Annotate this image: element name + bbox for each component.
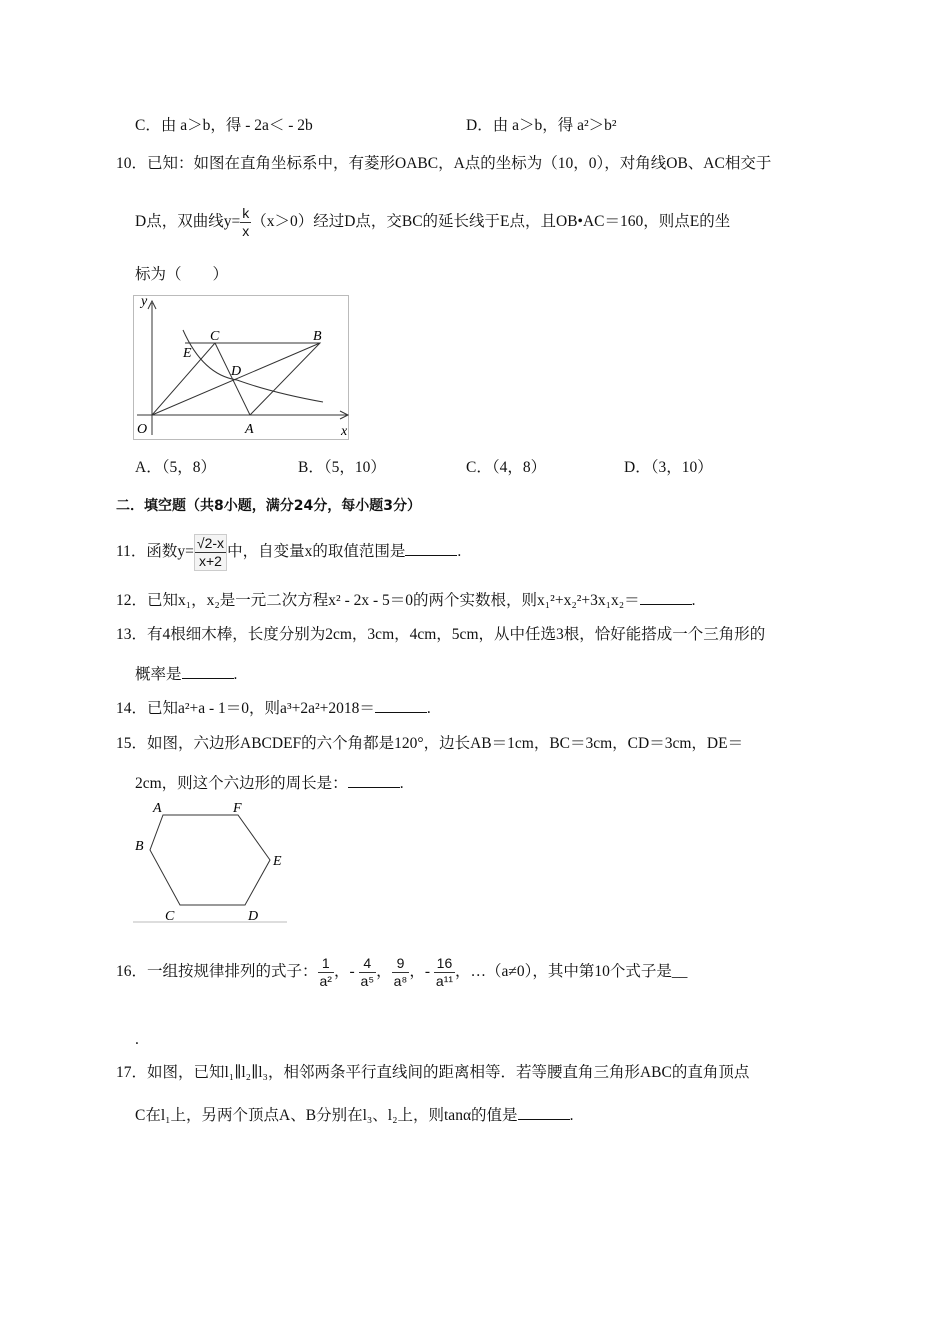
- label-x: x: [341, 424, 348, 439]
- q11-text: 11．函数y=: [116, 543, 194, 560]
- q16-text: ，…（a≠0），其中第10个式子是__: [455, 963, 688, 980]
- term-1: [318, 955, 334, 990]
- label-a: A: [153, 801, 162, 816]
- denominator: a⁸: [393, 972, 408, 989]
- numerator: 16: [434, 955, 455, 973]
- rhombus-coordinate-figure: [133, 295, 350, 441]
- sign: -: [349, 963, 359, 980]
- label-y: y: [141, 295, 148, 309]
- numerator: 9: [392, 955, 410, 973]
- denominator: x+2: [199, 552, 222, 569]
- q17-line2: [135, 1105, 573, 1126]
- q11-text: 中，自变量x的取值范围是: [227, 543, 406, 560]
- label-e: E: [183, 346, 192, 361]
- q10-text: D点，双曲线y=: [135, 213, 241, 230]
- hexagon-figure: [133, 798, 288, 924]
- numerator: 4: [359, 955, 377, 973]
- label-f: F: [233, 801, 242, 816]
- answer-blank[interactable]: [375, 698, 427, 713]
- q15-line2: [135, 773, 404, 794]
- q13-line1: 13．有4根细木棒，长度分别为2cm，3cm，4cm，5cm，从中任选3根，恰好能搭成一个三角形的: [116, 626, 766, 643]
- numerator: 1: [318, 955, 334, 973]
- period: .: [426, 700, 431, 717]
- q9-option-c: C．由 a＞b，得 - 2a＜ - 2b: [135, 117, 313, 134]
- denominator: x: [242, 222, 250, 239]
- period: .: [457, 543, 462, 560]
- label-c: C: [165, 909, 175, 924]
- section-heading: 二．填空题（共8小题，满分24分，每小题3分）: [116, 498, 421, 514]
- term-3: [392, 955, 410, 990]
- period: .: [233, 666, 238, 683]
- q10-line2: [135, 202, 730, 242]
- q10-line3: 标为（ ）: [135, 266, 229, 283]
- q11: [116, 530, 461, 574]
- period: .: [691, 592, 696, 609]
- q15-line1: 15．如图，六边形ABCDEF的六个角都是120°，边长AB＝1cm，BC＝3cm，CD＝3cm，DE＝: [116, 735, 744, 752]
- label-e: E: [273, 854, 282, 869]
- q16: 16．一组按规律排列的式子： $\frac{1}{\text{a²}}$ ，- $\frac{4}{\text{a⁵}}$ ， $\frac{9}{\text{a⁸}}$ ，- $\frac{16}{\text{a¹¹}}$ ，…（a≠0），其中第10个式子是__: [116, 954, 688, 989]
- q12: [116, 590, 696, 611]
- term-4: [434, 955, 455, 990]
- denominator: a⁵: [360, 972, 375, 989]
- q16-text: 16．一组按规律排列的式子：: [116, 963, 318, 980]
- label-b: B: [313, 329, 322, 344]
- answer-blank[interactable]: [640, 590, 692, 605]
- label-d: D: [248, 909, 259, 924]
- q16-line2: .: [135, 1031, 139, 1048]
- q10-line1: 10．已知：如图在直角坐标系中，有菱形OABC，A点的坐标为（10，0），对角线OB、AC相交于: [116, 155, 772, 172]
- denominator: a²: [319, 972, 332, 989]
- label-c: C: [210, 329, 220, 344]
- q13-text: 概率是: [135, 666, 182, 683]
- q17-line1: 17．如图，已知l₁∥l₂∥l₃，相邻两条平行直线间的距离相等．若等腰直角三角形ABC的直角顶点: [116, 1064, 750, 1081]
- sign: -: [424, 963, 434, 980]
- q10-option-b: B．（5，10）: [298, 459, 386, 476]
- term-2: [359, 955, 377, 990]
- period: .: [399, 775, 404, 792]
- q10-option-d: D．（3，10）: [624, 459, 713, 476]
- answer-blank[interactable]: [182, 664, 234, 679]
- answer-blank[interactable]: [518, 1105, 570, 1120]
- q9-option-d: D．由 a＞b，得 a²＞b²: [466, 117, 617, 134]
- q10-option-c: C．（4，8）: [466, 459, 547, 476]
- label-o: O: [137, 422, 148, 437]
- label-a: A: [245, 422, 254, 437]
- q17-text: C在l₁上，另两个顶点A、B分别在l₃、l₂上，则tanα的值是: [135, 1107, 518, 1124]
- q14: [116, 698, 431, 719]
- answer-blank[interactable]: [405, 541, 457, 556]
- period: .: [569, 1107, 574, 1124]
- answer-blank[interactable]: [348, 773, 400, 788]
- q12-text: 12．已知x₁，x₂是一元二次方程x² - 2x - 5＝0的两个实数根，则x₁²+x₂²+3x₁x₂＝: [116, 592, 640, 609]
- sqrt-fraction: [194, 534, 227, 571]
- numerator: √2-x: [196, 534, 225, 551]
- numerator: k: [242, 204, 250, 221]
- q14-text: 14．已知a²+a - 1＝0，则a³+2a²+2018＝: [116, 700, 375, 717]
- q13-line2: [135, 664, 237, 685]
- label-b: B: [135, 839, 144, 854]
- denominator: a¹¹: [435, 972, 454, 989]
- q15-text: 2cm，则这个六边形的周长是：: [135, 775, 348, 792]
- q10-option-a: A．（5，8）: [135, 459, 216, 476]
- q10-text: （x＞0）经过D点，交BC的延长线于E点，且OB•AC＝160，则点E的坐: [251, 213, 731, 230]
- label-d: D: [231, 364, 242, 379]
- k-over-x-fraction: [240, 205, 251, 240]
